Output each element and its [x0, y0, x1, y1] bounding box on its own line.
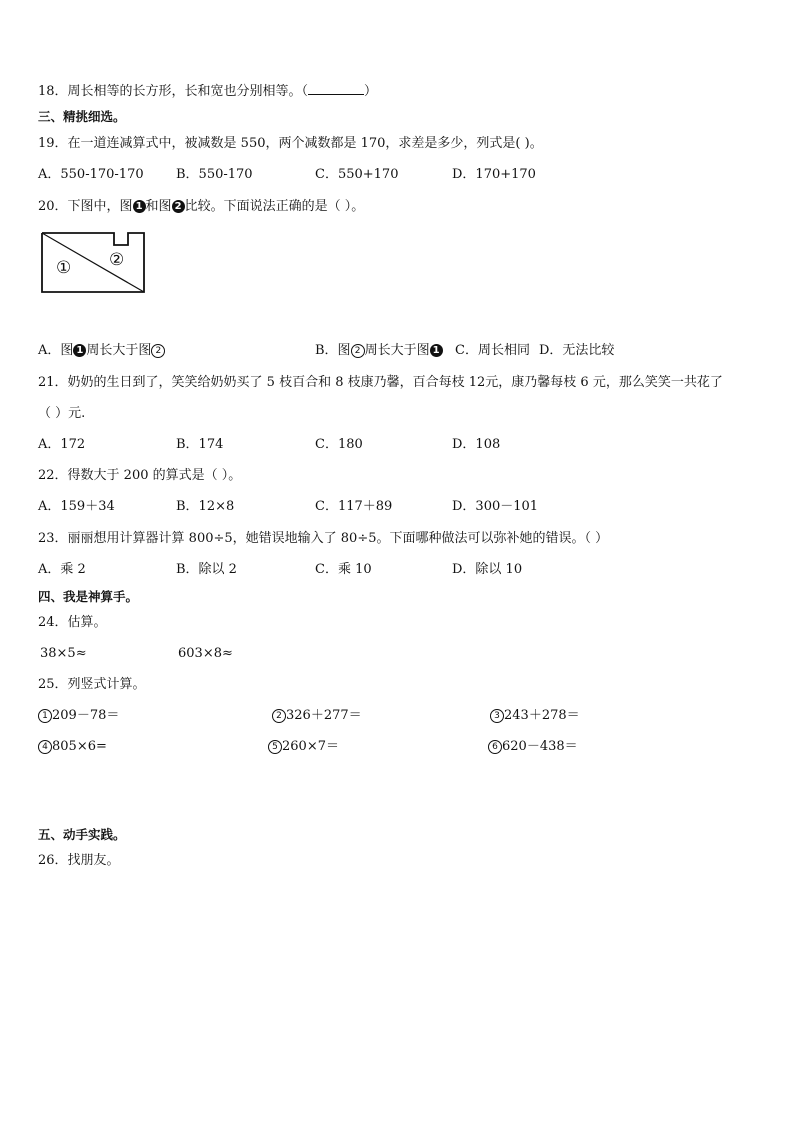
calc-item-6: [488, 738, 578, 756]
circled-number-icon: 1: [133, 200, 146, 213]
estimate-item-1: 38×5≈: [40, 646, 87, 661]
calc-item-1: [38, 707, 119, 725]
q23-option-b[interactable]: B．除以 2: [176, 562, 237, 577]
rectangle-figure: [40, 231, 148, 295]
circled-number-icon: 1: [38, 709, 52, 723]
q22-option-b[interactable]: B．12×8: [176, 499, 235, 514]
circled-number-icon: 3: [490, 709, 504, 723]
estimate-item-2: 603×8≈: [178, 646, 233, 661]
rectangle-diagram: [40, 231, 148, 295]
q21-option-d[interactable]: D．108: [452, 437, 501, 452]
calc-expression: 260×7＝: [282, 739, 339, 754]
q21-option-c[interactable]: C．180: [315, 437, 363, 452]
question-18: [38, 82, 377, 101]
question-19-text: 19．在一道连减算式中，被减数是 550，两个减数都是 170，求差是多少，列式是( )。: [38, 136, 543, 151]
q19-option-b[interactable]: B．550-170: [176, 167, 253, 182]
q21-option-b[interactable]: B．174: [176, 437, 224, 452]
q19-option-d[interactable]: D．170+170: [452, 167, 536, 182]
circled-number-icon: 5: [268, 740, 282, 754]
q21-option-a[interactable]: A．172: [38, 437, 86, 452]
question-21-text: 21．奶奶的生日到了，笑笑给奶奶买了 5 枝百合和 8 枝康乃馨，百合每枝 12元，康乃馨每枝 6 元，那么笑笑一共花了: [38, 375, 723, 390]
circled-number-icon: 2: [272, 709, 286, 723]
q20-option-a-prefix: A．图: [38, 343, 74, 358]
calc-expression: 620－438＝: [502, 739, 578, 754]
question-18-text: 18．周长相等的长方形，长和宽也分别相等。（: [38, 84, 309, 99]
circled-number-icon: 1: [73, 344, 86, 357]
q20-option-a-mid: 周长大于图: [86, 343, 152, 358]
question-25-text: 25．列竖式计算。: [38, 677, 146, 692]
q19-option-a[interactable]: A．550-170-170: [38, 167, 144, 182]
question-26-text: 26．找朋友。: [38, 853, 120, 868]
question-20: [38, 198, 364, 216]
answer-blank[interactable]: [308, 82, 364, 95]
question-20-suffix: 比较。下面说法正确的是（ ）。: [184, 199, 365, 214]
q22-option-c[interactable]: C．117＋89: [315, 499, 393, 514]
q20-option-b-prefix: B．图: [315, 343, 351, 358]
q19-option-c[interactable]: C．550+170: [315, 167, 399, 182]
q20-option-a[interactable]: [38, 342, 165, 360]
figure-label-2: ②: [109, 250, 125, 270]
circled-number-icon: 2: [351, 344, 365, 358]
question-23-text: 23．丽丽想用计算器计算 800÷5，她错误地输入了 80÷5。下面哪种做法可以弥补她的错误。（ ）: [38, 531, 609, 546]
q20-option-b-mid: 周长大于图: [364, 343, 430, 358]
calc-item-4: [38, 738, 107, 756]
q20-option-c[interactable]: C．周长相同: [455, 343, 530, 358]
calc-expression: 326＋277＝: [286, 708, 362, 723]
question-24-text: 24．估算。: [38, 615, 107, 630]
q22-option-a[interactable]: A．159＋34: [38, 499, 115, 514]
question-20-prefix: 20．下图中，图: [38, 199, 133, 214]
question-22-text: 22．得数大于 200 的算式是（ ）。: [38, 468, 242, 483]
question-20-mid: 和图: [145, 199, 172, 214]
calc-expression: 209－78＝: [52, 708, 120, 723]
section-4-heading: 四、我是神算手。: [38, 589, 139, 604]
figure-label-1: ①: [56, 258, 72, 278]
q20-option-d[interactable]: D．无法比较: [539, 343, 615, 358]
q23-option-a[interactable]: A．乘 2: [38, 562, 86, 577]
circled-number-icon: 2: [172, 200, 185, 213]
question-21-text-2: （ ）元.: [38, 406, 86, 421]
circled-number-icon: 6: [488, 740, 502, 754]
calc-expression: 805×6=: [52, 739, 107, 754]
question-18-close: ）: [364, 84, 378, 99]
circled-number-icon: 1: [430, 344, 443, 357]
q23-option-d[interactable]: D．除以 10: [452, 562, 523, 577]
section-3-heading: 三、精挑细选。: [38, 109, 126, 124]
circled-number-icon: 4: [38, 740, 52, 754]
calc-item-2: [272, 707, 362, 725]
circled-number-icon: 2: [151, 344, 165, 358]
q22-option-d[interactable]: D．300－101: [452, 499, 539, 514]
calc-expression: 243＋278＝: [504, 708, 580, 723]
q20-option-b[interactable]: [315, 342, 443, 360]
section-5-heading: 五、动手实践。: [38, 827, 126, 842]
q23-option-c[interactable]: C．乘 10: [315, 562, 372, 577]
calc-item-3: [490, 707, 580, 725]
calc-item-5: [268, 738, 339, 756]
